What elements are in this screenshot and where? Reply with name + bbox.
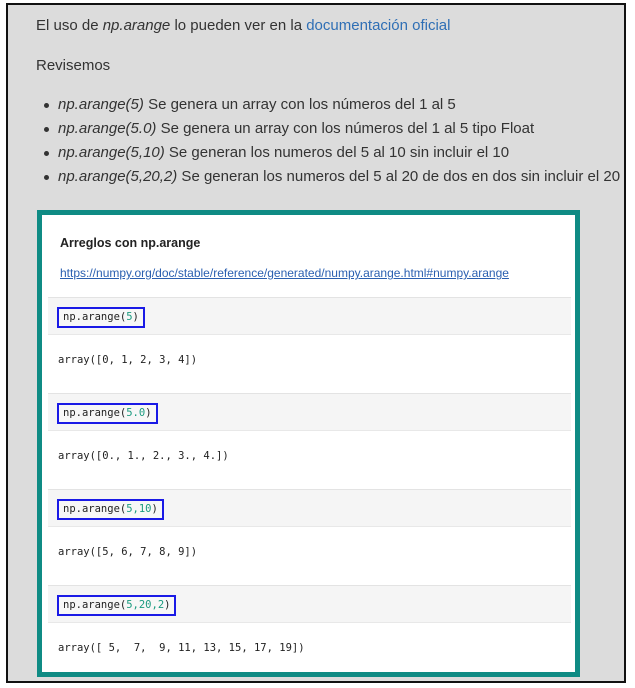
- list-item: [58, 117, 620, 141]
- intro-middle: lo pueden ver en la: [170, 17, 307, 34]
- code-close: ): [164, 599, 171, 611]
- section-heading: Revisemos: [36, 57, 111, 74]
- notebook-screenshot: [37, 210, 580, 677]
- bullet-text: Se generan los numeros del 5 al 20 de dos en dos sin incluir el 20: [177, 168, 621, 185]
- intro-paragraph: [36, 17, 450, 34]
- bullet-code: np.arange(5,10): [58, 144, 165, 161]
- bullet-list: [36, 93, 620, 189]
- code-close: ): [132, 311, 139, 323]
- code-cell-input[interactable]: [48, 585, 571, 623]
- bullet-code: np.arange(5,20,2): [58, 168, 178, 185]
- code-cell-output: array([5, 6, 7, 8, 9]): [58, 546, 198, 558]
- code-close: ): [151, 503, 158, 515]
- code-args: 5: [126, 311, 133, 323]
- bullet-text: Se genera un array con los números del 1 al 5: [143, 96, 456, 113]
- code-cell-input[interactable]: [48, 297, 571, 335]
- code-highlight-box: [57, 403, 158, 424]
- intro-func: np.arange: [102, 17, 171, 34]
- code-highlight-box: [57, 307, 145, 328]
- bullet-text: Se genera un array con los números del 1 al 5 tipo Float: [156, 120, 535, 137]
- intro-prefix: El uso de: [36, 17, 103, 34]
- bullet-code: np.arange(5): [58, 96, 144, 113]
- docs-link[interactable]: documentación oficial: [306, 17, 451, 34]
- numpy-docs-link[interactable]: https://numpy.org/doc/stable/reference/generated/numpy.arange.html#numpy.arange: [60, 266, 509, 280]
- code-cell-input[interactable]: [48, 393, 571, 431]
- code-args: 5,10: [126, 503, 152, 515]
- code-args: 5,20,2: [126, 599, 165, 611]
- code-args: 5.0: [126, 407, 146, 419]
- code-cell-output: array([0, 1, 2, 3, 4]): [58, 354, 198, 366]
- code-fn: np.arange(: [63, 407, 127, 419]
- code-highlight-box: [57, 595, 176, 616]
- code-cell-output: array([0., 1., 2., 3., 4.]): [58, 450, 229, 462]
- code-cell-output: array([ 5, 7, 9, 11, 13, 15, 17, 19]): [58, 642, 305, 654]
- screenshot-frame: [6, 3, 626, 683]
- bullet-code: np.arange(5.0): [58, 120, 157, 137]
- code-fn: np.arange(: [63, 599, 127, 611]
- notebook-title: Arreglos con np.arange: [60, 236, 201, 250]
- list-item: [58, 141, 620, 165]
- code-close: ): [145, 407, 152, 419]
- list-item: [58, 165, 620, 189]
- code-highlight-box: [57, 499, 164, 520]
- code-cell-input[interactable]: [48, 489, 571, 527]
- code-fn: np.arange(: [63, 503, 127, 515]
- code-fn: np.arange(: [63, 311, 127, 323]
- bullet-text: Se generan los numeros del 5 al 10 sin incluir el 10: [164, 144, 510, 161]
- list-item: [58, 93, 620, 117]
